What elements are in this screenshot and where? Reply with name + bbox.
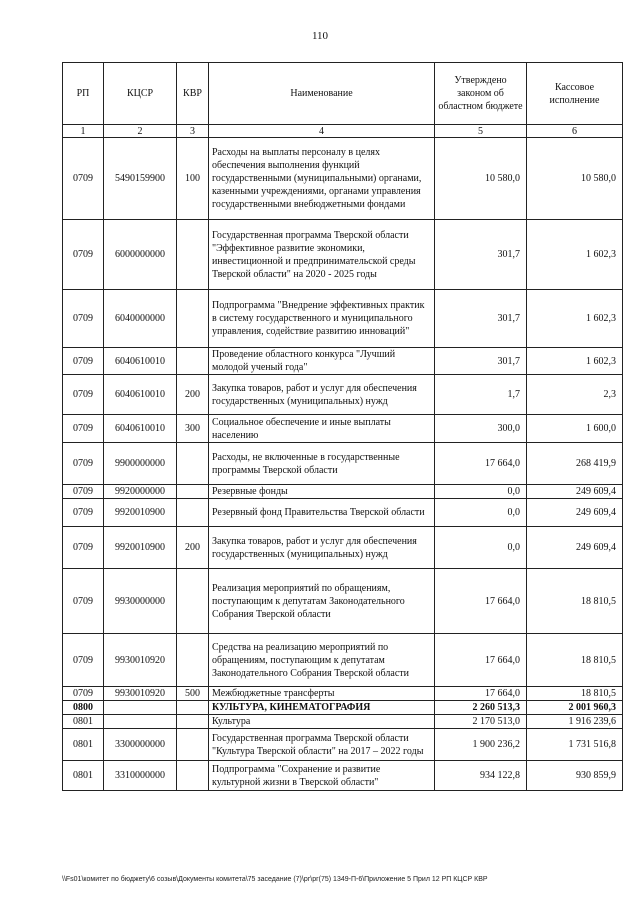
cell-name: Средства на реализацию мероприятий по обращениям, поступающим к депутатам Законодательного Собрания Тверской области xyxy=(209,634,435,687)
table-row xyxy=(63,443,623,485)
cell-kvr xyxy=(177,290,209,348)
cell-approved: 1 900 236,2 xyxy=(435,729,527,761)
cell-rp: 0709 xyxy=(63,527,104,569)
cell-kvr xyxy=(177,715,209,729)
table-row xyxy=(63,415,623,443)
cell-kcsr: 9900000000 xyxy=(104,443,177,485)
cell-kvr xyxy=(177,485,209,499)
cell-kcsr: 6040610010 xyxy=(104,348,177,375)
cell-approved: 0,0 xyxy=(435,499,527,527)
cell-approved: 0,0 xyxy=(435,485,527,499)
cell-cash: 930 859,9 xyxy=(527,761,623,791)
table-body xyxy=(63,138,623,791)
cell-approved: 17 664,0 xyxy=(435,634,527,687)
cell-rp: 0709 xyxy=(63,375,104,415)
cell-rp: 0709 xyxy=(63,443,104,485)
column-numbers-row xyxy=(63,125,623,138)
cell-rp: 0801 xyxy=(63,715,104,729)
cell-kcsr: 5490159900 xyxy=(104,138,177,220)
cell-rp: 0801 xyxy=(63,761,104,791)
cell-approved: 934 122,8 xyxy=(435,761,527,791)
cell-rp: 0709 xyxy=(63,569,104,634)
cell-kvr xyxy=(177,499,209,527)
cell-name: Межбюджетные трансферты xyxy=(209,687,435,701)
table-header-row xyxy=(63,63,623,125)
header-kvr: КВР xyxy=(177,63,209,125)
cell-rp: 0709 xyxy=(63,348,104,375)
column-number: 4 xyxy=(209,125,435,138)
header-cash: Кассовое исполнение xyxy=(527,63,623,125)
cell-cash: 1 731 516,8 xyxy=(527,729,623,761)
table-row xyxy=(63,569,623,634)
header-approved: Утверждено законом об областном бюджете xyxy=(435,63,527,125)
table-row xyxy=(63,527,623,569)
header-kcsr: КЦСР xyxy=(104,63,177,125)
cell-name: Проведение областного конкурса "Лучший молодой ученый года" xyxy=(209,348,435,375)
column-number: 2 xyxy=(104,125,177,138)
column-number: 6 xyxy=(527,125,623,138)
table-row xyxy=(63,761,623,791)
cell-rp: 0709 xyxy=(63,220,104,290)
cell-kvr xyxy=(177,348,209,375)
cell-rp: 0709 xyxy=(63,634,104,687)
table-row xyxy=(63,701,623,715)
cell-kvr: 500 xyxy=(177,687,209,701)
cell-rp: 0709 xyxy=(63,415,104,443)
table-row xyxy=(63,485,623,499)
cell-kvr xyxy=(177,761,209,791)
cell-cash: 18 810,5 xyxy=(527,569,623,634)
header-name: Наименование xyxy=(209,63,435,125)
column-number: 3 xyxy=(177,125,209,138)
cell-kvr xyxy=(177,569,209,634)
cell-kvr: 200 xyxy=(177,527,209,569)
cell-kcsr xyxy=(104,715,177,729)
cell-cash: 1 600,0 xyxy=(527,415,623,443)
cell-cash: 18 810,5 xyxy=(527,634,623,687)
cell-name: Закупка товаров, работ и услуг для обеспечения государственных (муниципальных) нужд xyxy=(209,527,435,569)
budget-table xyxy=(62,62,623,791)
cell-kcsr: 9930010920 xyxy=(104,634,177,687)
cell-approved: 2 260 513,3 xyxy=(435,701,527,715)
cell-kcsr: 6040610010 xyxy=(104,375,177,415)
table-row xyxy=(63,138,623,220)
cell-approved: 0,0 xyxy=(435,527,527,569)
cell-rp: 0709 xyxy=(63,499,104,527)
cell-cash: 2 001 960,3 xyxy=(527,701,623,715)
cell-kvr: 300 xyxy=(177,415,209,443)
cell-kcsr: 9930010920 xyxy=(104,687,177,701)
cell-kcsr xyxy=(104,701,177,715)
page-number: 110 xyxy=(311,30,329,42)
cell-kcsr: 3310000000 xyxy=(104,761,177,791)
cell-kcsr: 6000000000 xyxy=(104,220,177,290)
cell-cash: 249 609,4 xyxy=(527,485,623,499)
cell-approved: 300,0 xyxy=(435,415,527,443)
cell-approved: 17 664,0 xyxy=(435,687,527,701)
cell-approved: 1,7 xyxy=(435,375,527,415)
cell-rp: 0709 xyxy=(63,290,104,348)
header-rp: РП xyxy=(63,63,104,125)
cell-cash: 268 419,9 xyxy=(527,443,623,485)
table-row xyxy=(63,715,623,729)
cell-kvr xyxy=(177,701,209,715)
table-row xyxy=(63,220,623,290)
table-row xyxy=(63,499,623,527)
footer-file-path: \\Fs01\комитет по бюджету\6 созыв\Документы комитета\75 заседание (7)\рг\рг(75) 1349-П-6\Приложение 5 Прил 12 РП КЦСР КВР xyxy=(62,876,488,883)
cell-name: Подпрограмма "Сохранение и развитие культурной жизни в Тверской области" xyxy=(209,761,435,791)
table-row xyxy=(63,290,623,348)
cell-rp: 0801 xyxy=(63,729,104,761)
cell-approved: 301,7 xyxy=(435,220,527,290)
table-row xyxy=(63,375,623,415)
cell-name: Резервные фонды xyxy=(209,485,435,499)
cell-cash: 18 810,5 xyxy=(527,687,623,701)
cell-approved: 17 664,0 xyxy=(435,443,527,485)
cell-kvr xyxy=(177,729,209,761)
cell-cash: 249 609,4 xyxy=(527,527,623,569)
cell-name: КУЛЬТУРА, КИНЕМАТОГРАФИЯ xyxy=(209,701,435,715)
cell-kvr xyxy=(177,443,209,485)
cell-kcsr: 3300000000 xyxy=(104,729,177,761)
cell-kcsr: 6040000000 xyxy=(104,290,177,348)
cell-cash: 1 602,3 xyxy=(527,290,623,348)
cell-cash: 1 602,3 xyxy=(527,220,623,290)
column-number: 1 xyxy=(63,125,104,138)
cell-cash: 1 916 239,6 xyxy=(527,715,623,729)
cell-rp: 0709 xyxy=(63,687,104,701)
table-row xyxy=(63,348,623,375)
cell-kvr xyxy=(177,634,209,687)
table-row xyxy=(63,729,623,761)
cell-name: Расходы на выплаты персоналу в целях обеспечения выполнения функций государственными (муниципальными) органами, казенными учреждениями, органами управления государственными внебюджетными фондами xyxy=(209,138,435,220)
column-number: 5 xyxy=(435,125,527,138)
cell-rp: 0709 xyxy=(63,138,104,220)
cell-kcsr: 9920000000 xyxy=(104,485,177,499)
cell-rp: 0800 xyxy=(63,701,104,715)
cell-name: Расходы, не включенные в государственные программы Тверской области xyxy=(209,443,435,485)
cell-name: Государственная программа Тверской области "Культура Тверской области" на 2017 – 2022 годы xyxy=(209,729,435,761)
table-row xyxy=(63,687,623,701)
cell-name: Реализация мероприятий по обращениям, поступающим к депутатам Законодательного Собрания Тверской области xyxy=(209,569,435,634)
cell-kvr: 200 xyxy=(177,375,209,415)
cell-cash: 10 580,0 xyxy=(527,138,623,220)
cell-approved: 301,7 xyxy=(435,348,527,375)
cell-cash: 249 609,4 xyxy=(527,499,623,527)
cell-approved: 2 170 513,0 xyxy=(435,715,527,729)
cell-rp: 0709 xyxy=(63,485,104,499)
cell-name: Резервный фонд Правительства Тверской области xyxy=(209,499,435,527)
cell-approved: 17 664,0 xyxy=(435,569,527,634)
cell-approved: 10 580,0 xyxy=(435,138,527,220)
cell-name: Социальное обеспечение и иные выплаты населению xyxy=(209,415,435,443)
cell-cash: 2,3 xyxy=(527,375,623,415)
cell-kvr: 100 xyxy=(177,138,209,220)
cell-kcsr: 9920010900 xyxy=(104,499,177,527)
table-row xyxy=(63,634,623,687)
cell-kcsr: 9930000000 xyxy=(104,569,177,634)
cell-kvr xyxy=(177,220,209,290)
cell-kcsr: 6040610010 xyxy=(104,415,177,443)
cell-approved: 301,7 xyxy=(435,290,527,348)
cell-name: Подпрограмма "Внедрение эффективных практик в систему государственного и муниципального управления, содействие развитию инноваций" xyxy=(209,290,435,348)
cell-kcsr: 9920010900 xyxy=(104,527,177,569)
cell-name: Государственная программа Тверской области "Эффективное развитие экономики, инвестиционной и предпринимательской среды Тверской области" на 2020 - 2025 годы xyxy=(209,220,435,290)
cell-name: Культура xyxy=(209,715,435,729)
cell-name: Закупка товаров, работ и услуг для обеспечения государственных (муниципальных) нужд xyxy=(209,375,435,415)
cell-cash: 1 602,3 xyxy=(527,348,623,375)
